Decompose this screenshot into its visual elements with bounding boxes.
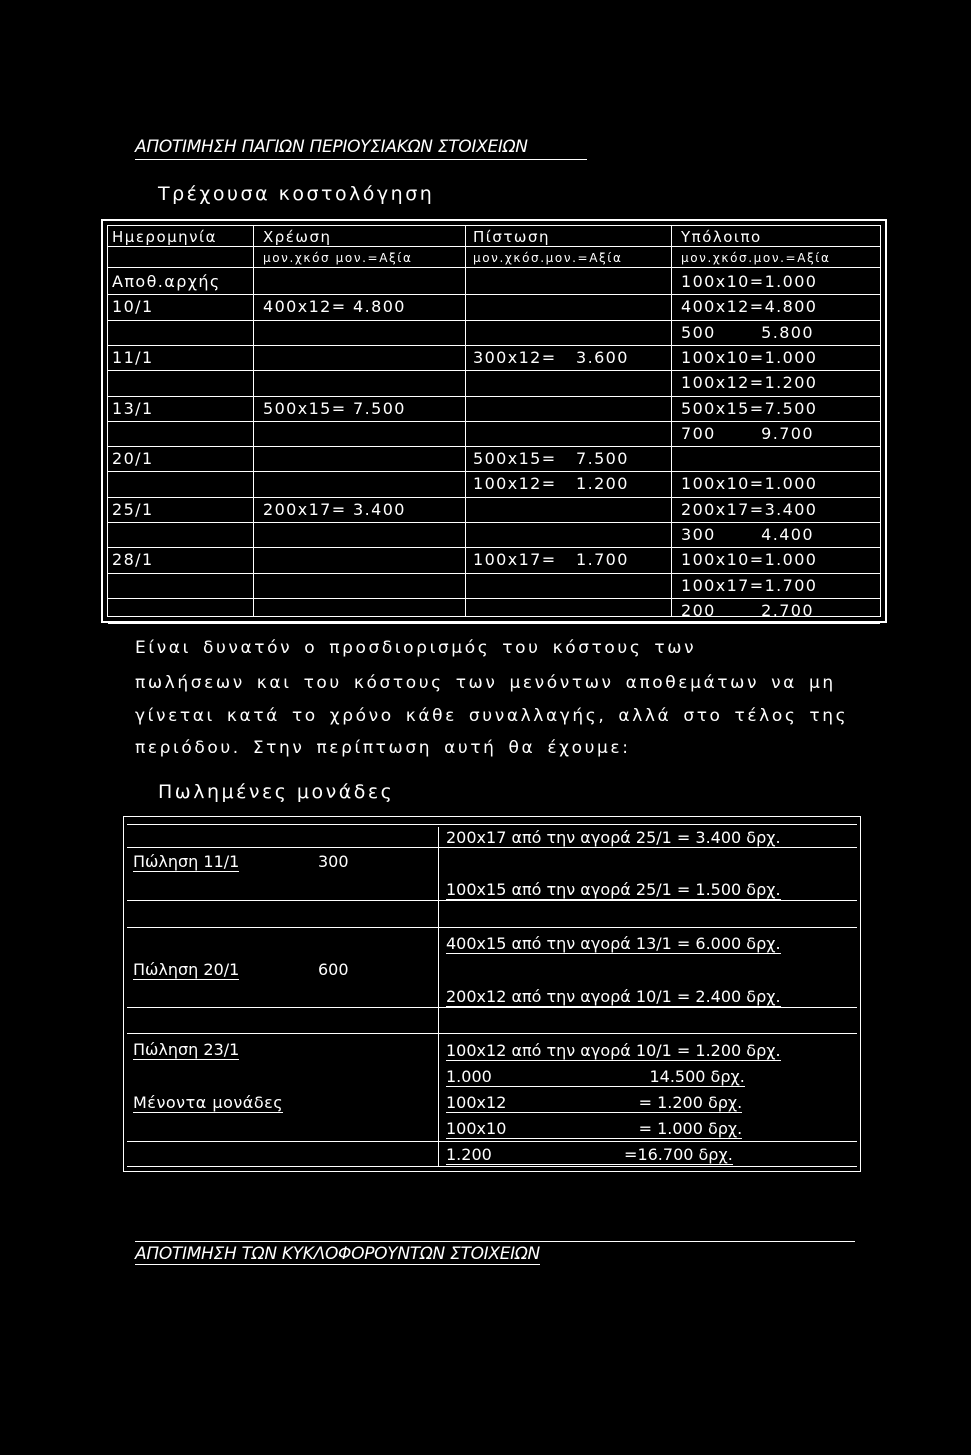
row-credit: 300x12= 3.600 — [473, 347, 629, 367]
header-divider — [108, 267, 880, 268]
remaining-total: 1.200 =16.700 δρχ. — [446, 1145, 733, 1164]
paragraph-line: πωλήσεων και του κόστους των μενόντων αποθεμάτων να μη — [135, 673, 836, 693]
allocation-entry: 200x17 από την αγορά 25/1 = 3.400 δρχ. — [446, 828, 781, 847]
row-divider — [108, 598, 880, 599]
subheader-balance: μον.χκόσ.μον.=Αξία — [681, 251, 831, 265]
row-divider — [127, 1166, 857, 1167]
row-divider — [108, 623, 880, 624]
allocation-entry: 100x12 από την αγορά 10/1 = 1.200 δρχ. — [446, 1041, 781, 1060]
remaining-units-label: Μένοντα μονάδες — [133, 1093, 284, 1112]
row-credit: 100x17= 1.700 — [473, 550, 629, 570]
row-divider — [127, 824, 857, 825]
subheading-sold-units: Πωλημένες μονάδες — [158, 781, 395, 803]
row-divider — [108, 522, 880, 523]
row-balance: 300 4.400 — [681, 525, 814, 544]
row-divider — [108, 370, 880, 371]
row-debit: 400x12= 4.800 — [263, 297, 406, 317]
row-balance: 200x17=3.400 — [681, 499, 818, 519]
row-balance: 400x12=4.800 — [681, 297, 818, 317]
remaining-entry: 100x12 = 1.200 δρχ. — [446, 1093, 743, 1112]
row-divider — [108, 471, 880, 472]
row-divider — [108, 446, 880, 447]
column-divider — [438, 827, 439, 1166]
row-balance: 100x10=1.000 — [681, 272, 818, 291]
row-balance: 500x15=7.500 — [681, 398, 818, 418]
row-balance: 100x10=1.000 — [681, 474, 818, 494]
row-balance: 700 9.700 — [681, 423, 814, 443]
header-divider — [108, 246, 880, 247]
allocation-total: 1.000 14.500 δρχ. — [446, 1067, 745, 1086]
row-divider — [108, 294, 880, 295]
row-date: Αποθ.αρχής — [112, 272, 221, 291]
row-date: 10/1 — [112, 297, 154, 317]
row-balance: 200 2.700 — [681, 600, 814, 620]
row-divider — [108, 345, 880, 346]
row-balance: 100x10=1.000 — [681, 550, 818, 570]
row-debit: 500x15= 7.500 — [263, 398, 406, 418]
section-heading-fixed-assets: ΑΠΟΤΙΜΗΣΗ ΠΑΓΙΩΝ ΠΕΡΙΟΥΣΙΑΚΩΝ ΣΤΟΙΧΕΙΩΝ — [135, 137, 587, 160]
allocation-entry: 100x15 από την αγορά 25/1 = 1.500 δρχ. — [446, 880, 781, 899]
sale-quantity: 600 — [318, 960, 349, 979]
sale-label: Πώληση 20/1 — [133, 960, 240, 979]
remaining-entry: 100x10 = 1.000 δρχ. — [446, 1119, 743, 1138]
row-divider — [108, 547, 880, 548]
row-balance: 500 5.800 — [681, 322, 814, 342]
row-divider — [108, 421, 880, 422]
row-divider — [108, 573, 880, 574]
row-divider — [127, 927, 857, 928]
section-heading-current-assets: ΑΠΟΤΙΜΗΣΗ ΤΩΝ ΚΥΚΛΟΦΟΡΟΥΝΤΩΝ ΣΤΟΙΧΕΙΩΝ — [135, 1241, 855, 1266]
allocation-entry: 400x15 από την αγορά 13/1 = 6.000 δρχ. — [446, 934, 781, 953]
row-credit: 100x12= 1.200 — [473, 474, 629, 494]
row-date: 25/1 — [112, 499, 154, 519]
row-date: 13/1 — [112, 398, 154, 418]
row-divider — [127, 1007, 857, 1008]
row-date: 20/1 — [112, 449, 154, 469]
header-debit: Χρέωση — [263, 228, 332, 246]
paragraph-line: γίνεται κατά το χρόνο κάθε συναλλαγής, αλλά στο τέλος της — [135, 706, 849, 726]
paragraph-line: Είναι δυνατόν ο προσδιορισμός του κόστους των — [135, 638, 697, 658]
row-divider — [127, 900, 857, 901]
sale-label: Πώληση 23/1 — [133, 1040, 240, 1059]
row-balance: 100x17=1.700 — [681, 575, 818, 595]
allocation-entry: 200x12 από την αγορά 10/1 = 2.400 δρχ. — [446, 987, 781, 1006]
subheading-current-costing: Τρέχουσα κοστολόγηση — [158, 183, 435, 205]
subheader-credit: μον.χκόσ.μον.=Αξία — [473, 251, 623, 265]
row-credit: 500x15= 7.500 — [473, 449, 629, 469]
row-divider — [127, 1141, 857, 1142]
subheader-debit: μον.χκόσ μον.=Αξία — [263, 251, 413, 265]
sale-quantity: 300 — [318, 852, 349, 871]
row-balance: 100x12=1.200 — [681, 373, 818, 393]
header-credit: Πίστωση — [473, 228, 550, 246]
paragraph-line: περιόδου. Στην περίπτωση αυτή θα έχουμε: — [135, 738, 631, 758]
row-date: 11/1 — [112, 347, 154, 367]
row-divider — [108, 396, 880, 397]
row-date: 28/1 — [112, 550, 154, 570]
row-divider — [108, 497, 880, 498]
row-debit: 200x17= 3.400 — [263, 499, 406, 519]
inventory-ledger-table — [101, 219, 887, 623]
sale-label: Πώληση 11/1 — [133, 852, 240, 871]
row-divider — [127, 1033, 857, 1034]
header-balance: Υπόλοιπο — [681, 228, 762, 246]
row-divider — [108, 320, 880, 321]
header-date: Ημερομηνία — [112, 228, 218, 246]
row-balance: 100x10=1.000 — [681, 347, 818, 367]
